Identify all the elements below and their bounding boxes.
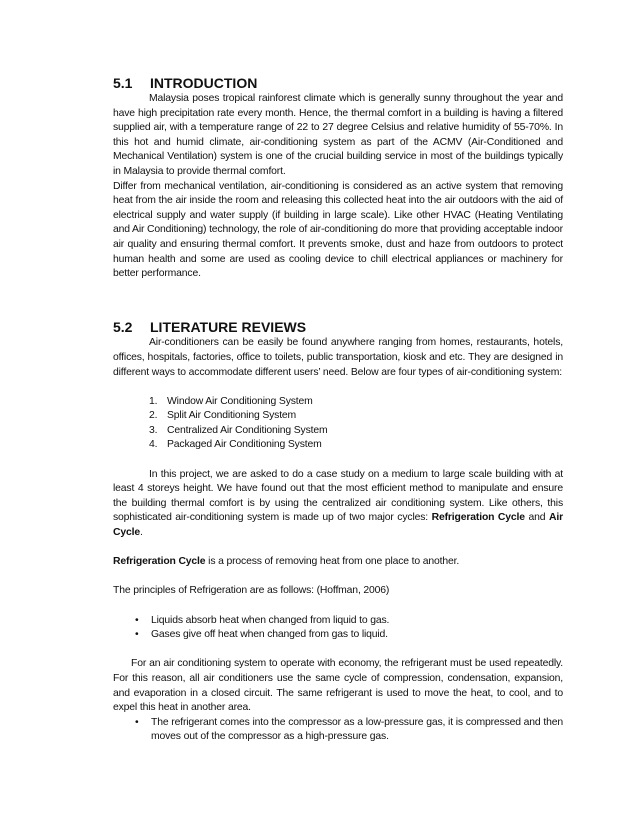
section-title: INTRODUCTION xyxy=(150,75,258,91)
air-cycle-term: Air Cycle xyxy=(113,512,563,539)
section-number: 5.2 xyxy=(113,319,133,336)
section-5-2-heading xyxy=(113,318,563,336)
cycle-points-list xyxy=(113,716,563,745)
section-title: LITERATURE REVIEWS xyxy=(150,319,307,336)
list-item: 3. Centralized Air Conditioning System xyxy=(149,424,328,436)
bullet-icon: • xyxy=(135,614,139,626)
refrigeration-cycle-term: Refrigeration Cycle xyxy=(431,512,525,524)
principles-list xyxy=(113,614,563,643)
bullet-icon: • xyxy=(135,716,139,728)
list-item: 4. Packaged Air Conditioning System xyxy=(149,439,322,451)
list-item: • The refrigerant comes into the compressor as a low-pressure gas, it is compressed and then moves out of the compressor as a high-pressure gas. xyxy=(135,716,563,745)
list-item: • Liquids absorb heat when changed from liquid to gas. xyxy=(135,614,563,629)
intro-paragraph-2: Differ from mechanical ventilation, air-conditioning is considered as an active system that removing heat from the air inside the room and releasing this collected heat into the air outdoors with the aid of electrical supply and water supply (if building in large scale). Like other HVAC (Heating Ventilating and Air Conditioning) technology, the role of air-conditioning do more that providing acceptable indoor air quality and ensuring thermal comfort. It prevents smoke, dust and haze from outdoors to protect human health and some are used as cooling device to chill electrical appliances or machinery for better performance. xyxy=(113,180,563,280)
page-content xyxy=(113,74,563,745)
section-5-1-heading xyxy=(113,74,563,92)
refrigerant-paragraph: For an air conditioning system to operate with economy, the refrigerant must be used repeatedly. For this reason, all air conditioners use the same cycle of compression, condensation, expansion, and evaporation in a closed circuit. The same refrigerant is used to move the heat, to cool, and to expel this heat in another area. xyxy=(113,658,563,714)
refrigeration-definition: Refrigeration Cycle is a process of removing heat from one place to another. xyxy=(113,556,460,568)
list-item: 1. Window Air Conditioning System xyxy=(149,395,313,407)
list-item: • Gases give off heat when changed from gas to liquid. xyxy=(135,628,563,643)
bullet-icon: • xyxy=(135,629,139,641)
ac-types-list xyxy=(113,395,563,453)
literature-paragraph-1: Air-conditioners can be easily be found anywhere ranging from homes, restaurants, hotels, offices, hospitals, factories, office to toilets, public transportation, kiosk and etc. They are designed in different ways to accommodate different users’ need. Below are four types of air-conditioning system: xyxy=(113,337,563,378)
list-item: 2. Split Air Conditioning System xyxy=(149,410,297,422)
section-number: 5.1 xyxy=(113,75,133,91)
principles-intro: The principles of Refrigeration are as follows: (Hoffman, 2006) xyxy=(113,585,390,597)
intro-paragraph-1: Malaysia poses tropical rainforest climate which is generally sunny throughout the year and have high precipitation rate every month. Hence, the thermal comfort in a building is having a filtered supplied air, with a temperature range of 22 to 27 degree Celsius and relative humidity of 55-70%. In this hot and humid climate, air-conditioning system as part of the ACMV (Air-Conditioned and Mechanical Ventilation) system is one of the crucial building service in most of the buildings typically in Malaysia to provide thermal comfort. xyxy=(113,93,563,177)
project-paragraph: In this project, we are asked to do a case study on a medium to large scale building with at least 4 storeys height. We have found out that the most efficient method to manipulate and ensure the building thermal comfort is by using the centralized air conditioning system. Like others, this sophisticated air-conditioning system is made up of two major cycles: Refrigeration Cycle and Air Cycle. xyxy=(113,468,563,539)
